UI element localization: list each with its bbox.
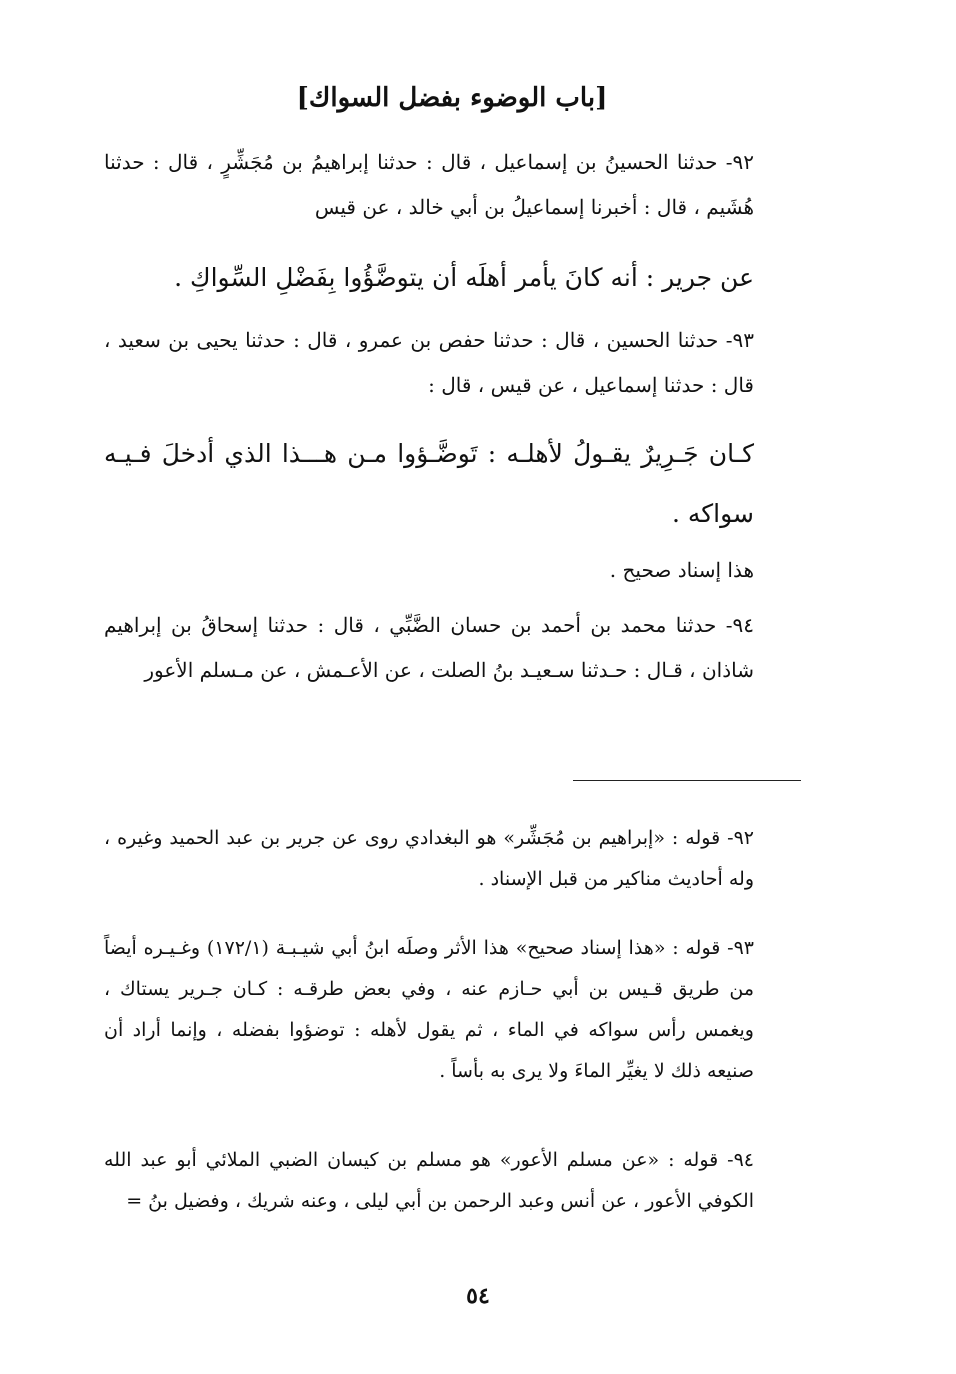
chapter-heading: [باب الوضوء بفضل السواك] — [296, 83, 608, 113]
hadith-93-grading: هذا إسناد صحيح . — [609, 558, 754, 582]
page-number: ٥٤ — [466, 1283, 490, 1309]
footnote-92: ٩٢- قوله : «إبراهيم بن مُجَشِّر» هو البغدادي روى عن جرير بن عبد الحميد وغيره ، وله أحاديث مناكير من قبل الإسناد . — [104, 827, 754, 890]
footnote-94: ٩٤- قوله : «عن مسلم الأعور» هو مسلم بن كيسان الضبي الملائي أبو عبد الله الكوفي الأعور ، عن أنس وعبد الرحمن بن أبي ليلى ، وعنه شريك ، وفضيل بنُ = — [104, 1149, 754, 1212]
hadith-93-isnad: ٩٣- حدثنا الحسين ، قال : حدثنا حفص بن عمرو ، قال : حدثنا يحيى بن سعيد ، قال : حدثنا إسماعيل ، عن قيس ، قال : — [104, 328, 754, 397]
hadith-92-isnad: ٩٢- حدثنا الحسينُ بن إسماعيل ، قال : حدثنا إبراهيمُ بن مُجَشِّرٍ ، قال : حدثنا هُشَيم ، قال : أخبرنا إسماعيلُ بن أبي خالد ، عن قيس — [104, 150, 754, 219]
footnote-divider — [573, 780, 801, 781]
hadith-93-matn: كـان جَـرِيرٌ يقـولُ لأهلـه : تَوضَّـؤوا مـن هـــذا الذي أدخلَ فـيـه سواكه . — [104, 439, 754, 528]
footnote-93: ٩٣- قوله : «هذا إسناد صحيح» هذا الأثر وصلَه ابنُ أبي شيـبـة (١٧٢/١) وغـيـره أيضاً من طريق قـيس بن أبي حـازم عنه ، وفي بعض طرقـه : كـان جـرير يستاك ، ويغمس رأس سواكه في الماء ، ثم يقول لأهله : توضؤوا بفضله ، وإنما أراد أن صنيعه ذلك لا يغيِّر الماءَ ولا يرى به بأساً . — [104, 937, 754, 1082]
hadith-92-matn: عن جرير : أنه كانَ يأمر أهلَه أن يتوضَّؤُوا بِفَضْلِ السِّواكِ . — [174, 263, 754, 292]
hadith-94-isnad: ٩٤- حدثنا محمد بن أحمد بن حسان الضَّبِّي ، قال : حدثنا إسحاقُ بن إبراهيم شاذان ، قـال : حـدثنا سـعيـد بنُ الصلت ، عن الأعـمش ، عن مـسلم الأعور — [104, 613, 754, 682]
